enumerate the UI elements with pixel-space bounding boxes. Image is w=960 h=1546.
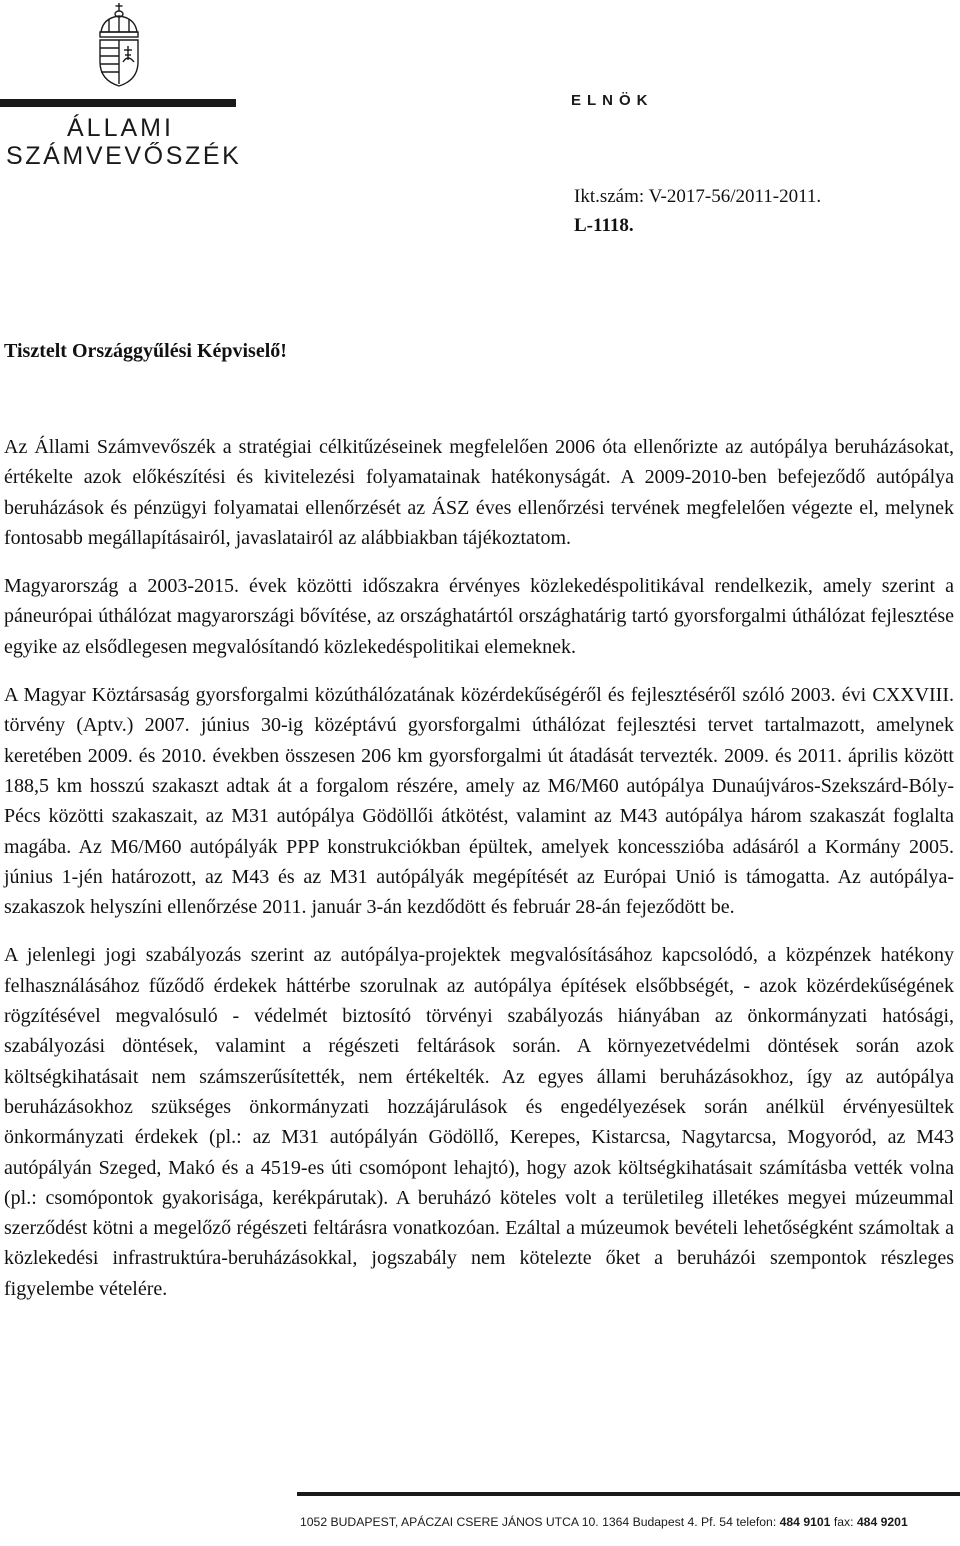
footer-rule	[297, 1492, 960, 1496]
reference-number: L-1118.	[574, 215, 634, 236]
paragraph-1: Az Állami Számvevőszék a stratégiai célkitűzéseinek megfelelően 2006 óta ellenőrizte az autópálya beruházásokat, értékelte azok előkészítési és kivitelezési folyamatainak hatékonyságát. A 2009-2010-ben befejeződő autópálya beruházások és pénzügyi folyamatai ellenőrzését az ÁSZ éves ellenőrzési tervének megfelelően végezte el, melynek fontosabb megállapításairól, javaslatairól az alábbiakban tájékoztatom.	[4, 436, 954, 549]
office-title: ELNÖK	[571, 92, 654, 109]
paragraph-4: A jelenlegi jogi szabályozás szerint az autópálya-projektek megvalósításához kapcsolódó, a közpénzek hatékony felhasználásához fűződő érdekek háttérbe szorulnak az autópálya építések elsőbbségét, - azok közérdekűségének rögzítésével megvalósuló - védelmét biztosító törvényi szabályozás hiányában az önkormányzati hatósági, szabályozási döntések, valamint a régészeti feltárások során. A környezetvédelmi döntések során azok költségkihatásait nem számszerűsítették, nem értékelték. Az egyes állami beruházásokhoz, így az autópálya beruházásokhoz szükséges önkormányzati hozzájárulások és engedélyezések során anélkül érvényesültek önkormányzati érdekek (pl.: az M31 autópályán Gödöllő, Kerepes, Kistarcsa, Nagytarcsa, Mogyoród, az M43 autópályán Szeged, Makó és a 4519-es úti csomópont lehajtó), hogy azok költségkihatásait számításba vették volna (pl.: csomópontok gyakorisága, kerékpárutak). A beruházó köteles volt a területileg illetékes megyei múzeummal szerződést kötni a megelőző régészeti feltárásra vonatkozóan. Ezáltal a múzeumok bevételi lehetőségként számoltak a közlekedési infrastruktúra-beruházásokkal, jogszabály nem kötelezte őket a beruházói szempontok részleges figyelembe vételére.	[4, 944, 954, 1300]
letter-body	[4, 432, 954, 1322]
coat-of-arms-icon	[96, 2, 142, 88]
footer-phone: 484 9101	[779, 1515, 831, 1529]
logo-line-1: ÁLLAMI	[67, 114, 174, 142]
footer-fax-label: fax:	[830, 1515, 857, 1529]
logo-line-2: SZÁMVEVŐSZÉK	[6, 142, 242, 170]
footer-address	[300, 1515, 960, 1529]
reference-label: Ikt.szám: V-2017-56/2011-2011.	[574, 186, 822, 207]
paragraph-2: Magyarország a 2003-2015. évek közötti időszakra érvényes közlekedéspolitikával rendelkezik, amely szerint a páneurópai úthálózat magyarországi bővítése, az országhatártól országhatárig tartó gyorsforgalmi úthálózat fejlesztése egyike az elsődlegesen megvalósítandó közlekedéspolitikai elemeknek.	[4, 575, 954, 658]
footer-address-text: 1052 BUDAPEST, APÁCZAI CSERE JÁNOS UTCA 10. 1364 Budapest 4. Pf. 54 telefon:	[300, 1515, 780, 1529]
footer-fax: 484 9201	[856, 1515, 908, 1529]
salutation: Tisztelt Országgyűlési Képviselő!	[4, 340, 287, 362]
reference-block	[574, 182, 821, 240]
header-rule	[0, 99, 236, 107]
paragraph-3: A Magyar Köztársaság gyorsforgalmi közúthálózatának közérdekűségéről és fejlesztéséről szóló 2003. évi CXXVIII. törvény (Aptv.) 2007. június 30-ig középtávú gyorsforgalmi úthálózat fejlesztési tervet tartalmazott, amelynek keretében 2009. és 2010. években összesen 206 km gyorsforgalmi út átadását tervezték. 2009. és 2011. április között 188,5 km hosszú szakaszt adtak át a forgalom részére, amely az M6/M60 autópálya Dunaújváros-Szekszárd-Bóly-Pécs közötti szakaszait, az M31 autópálya Gödöllői átkötést, valamint az M43 autópálya három szakaszát foglalta magába. Az M6/M60 autópályák PPP konstrukciókban épültek, amelyek koncesszióba adásáról a Kormány 2005. június 1-jén határozott, az M43 és az M31 autópályák megépítését az Európai Unió is támogatta. Az autópálya-szakaszok helyszíni ellenőrzése 2011. január 3-án kezdődött és február 28-án fejeződött be.	[4, 684, 954, 919]
institution-logo	[6, 114, 246, 170]
